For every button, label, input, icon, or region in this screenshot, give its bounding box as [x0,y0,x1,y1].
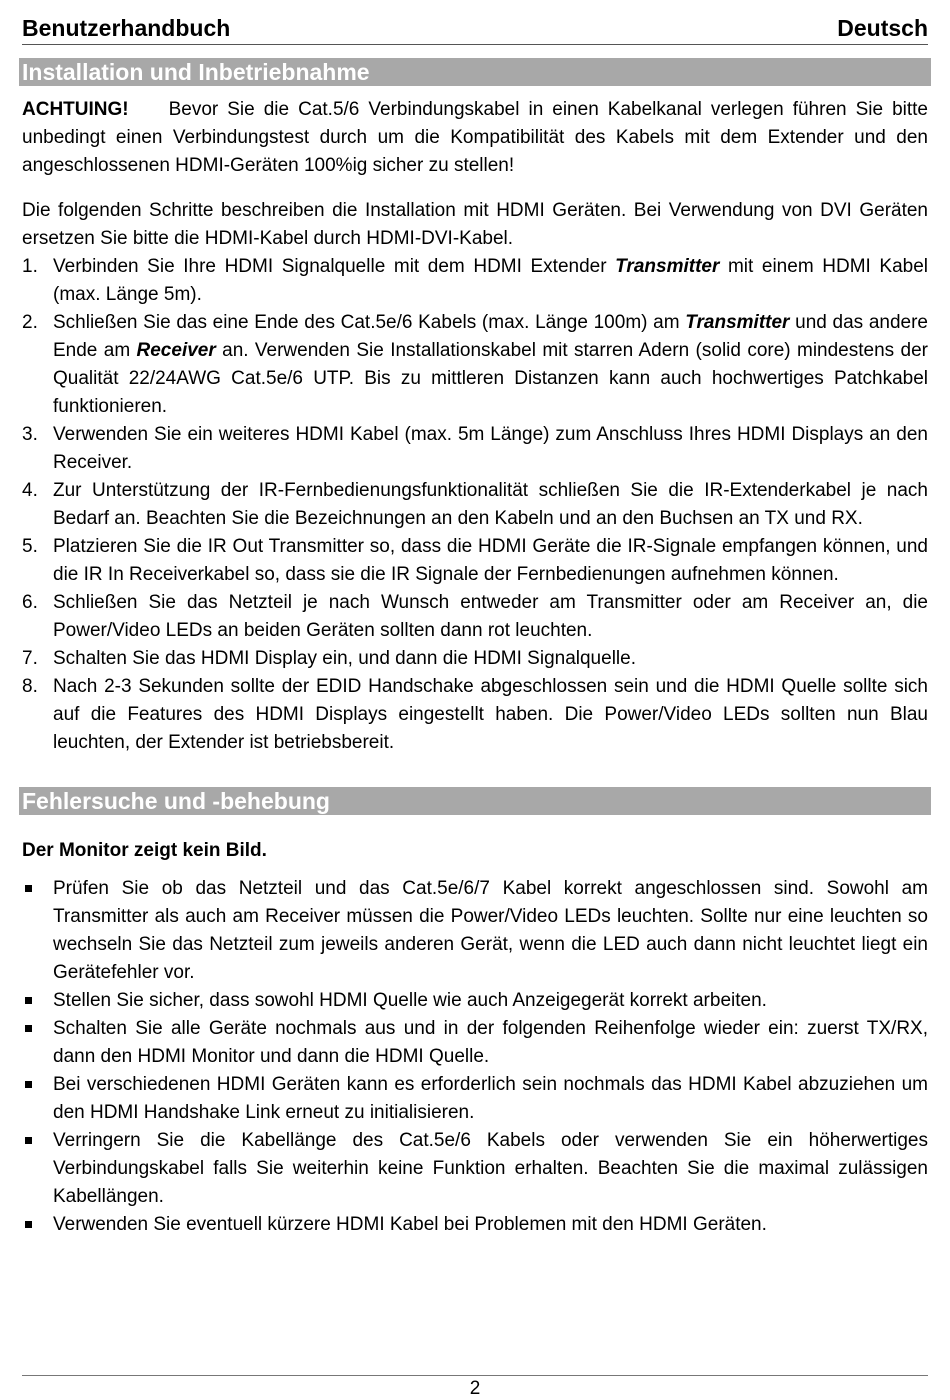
troubleshooting-subhead: Der Monitor zeigt kein Bild. [22,840,267,861]
installation-steps [22,253,928,757]
list-item [22,589,928,645]
step-text: Schließen Sie das Netzteil je nach Wunsch entweder am Transmitter oder am Receiver an, die Power/Video LEDs an beiden Geräten sollten dann rot leuchten. [53,592,928,641]
warning-paragraph [22,96,928,180]
step-text: Schließen Sie das eine Ende des Cat.5e/6 Kabels (max. Länge 100m) am [53,312,686,333]
footer-divider [22,1375,928,1376]
bullet-icon [25,1221,32,1228]
warning-text: Bevor Sie die Cat.5/6 Verbindungskabel in einen Kabelkanal verlegen führen Sie bitte unbedingt einen Verbindungstest durch um die Kompatibilität des Kabels mit dem Extender und den angeschlossenen HDMI-Geräten 100%ig sicher zu stellen! [22,99,928,176]
step-emphasis: Transmitter [685,312,790,333]
step-number: 7. [22,648,38,669]
list-item [22,1211,928,1239]
step-text: Schalten Sie das HDMI Display ein, und dann die HDMI Signalquelle. [53,648,636,669]
list-item [22,987,928,1015]
page-header [22,0,928,45]
list-item [22,533,928,589]
list-item [22,1015,928,1071]
list-item [22,253,928,309]
list-item [22,421,928,477]
item-text: Prüfen Sie ob das Netzteil und das Cat.5e/6/7 Kabel korrekt angeschlossen sind. Sowohl am Transmitter als auch am Receiver müssen die Power/Video LEDs leuchten. Sollte nur eine leuchten so wechseln Sie das Netzteil zum jeweils anderen Gerät, wenn die LED auch dann nicht leuchtet liegt ein Gerätefehler vor. [53,878,928,983]
warning-label: ACHTUING! [22,99,129,120]
section-title-installation: Installation und Inbetriebnahme [19,58,931,86]
step-number: 6. [22,592,38,613]
step-text: Nach 2-3 Sekunden sollte der EDID Handschake abgeschlossen sein und die HDMI Quelle sollte sich auf die Features des HDMI Displays eingestellt haben. Die Power/Video LEDs sollten nun Blau leuchten, der Extender ist betriebsbereit. [53,676,928,753]
step-number: 8. [22,676,38,697]
page-number: 2 [469,1378,481,1399]
step-text: Verbinden Sie Ihre HDMI Signalquelle mit dem HDMI Extender [53,256,616,277]
step-emphasis: Transmitter [615,256,720,277]
list-item [22,645,928,673]
list-item [22,309,928,421]
section-title-troubleshooting: Fehlersuche und -behebung [19,787,931,815]
intro-paragraph: Die folgenden Schritte beschreiben die Installation mit HDMI Geräten. Bei Verwendung von DVI Geräten ersetzen Sie bitte die HDMI-Kabel durch HDMI-DVI-Kabel. [22,200,928,249]
item-text: Bei verschiedenen HDMI Geräten kann es erforderlich sein nochmals das HDMI Kabel abzuziehen um den HDMI Handshake Link erneut zu initialisieren. [53,1074,928,1123]
step-number: 2. [22,312,38,333]
step-text: Verwenden Sie ein weiteres HDMI Kabel (max. 5m Länge) zum Anschluss Ihres HDMI Displays an den Receiver. [53,424,928,473]
item-text: Verringern Sie die Kabellänge des Cat.5e/6 Kabels oder verwenden Sie ein höherwertiges Verbindungskabel falls Sie weiterhin keine Funktion erhalten. Beachten Sie die maximal zulässigen Kabellängen. [53,1130,928,1207]
header-title: Benutzerhandbuch [22,15,231,41]
step-emphasis: Receiver [136,340,216,361]
item-text: Schalten Sie alle Geräte nochmals aus und in der folgenden Reihenfolge wieder ein: zuerst TX/RX, dann den HDMI Monitor und dann die HDMI Quelle. [53,1018,928,1067]
step-number: 4. [22,480,38,501]
bullet-icon [25,885,32,892]
list-item [22,1127,928,1211]
troubleshooting-list [22,875,928,1239]
list-item [22,673,928,757]
bullet-icon [25,1137,32,1144]
list-item [22,1071,928,1127]
step-number: 3. [22,424,38,445]
list-item [22,477,928,533]
step-number: 1. [22,256,38,277]
bullet-icon [25,1081,32,1088]
item-text: Stellen Sie sicher, dass sowohl HDMI Quelle wie auch Anzeigegerät korrekt arbeiten. [53,990,767,1011]
step-text: Zur Unterstützung der IR-Fernbedienungsfunktionalität schließen Sie die IR-Extenderkabel je nach Bedarf an. Beachten Sie die Bezeichnungen an den Kabeln und an den Buchsen an TX und RX. [53,480,928,529]
step-text: mit einem HDMI Kabel (max. Länge 5m). [53,256,928,305]
step-number: 5. [22,536,38,557]
item-text: Verwenden Sie eventuell kürzere HDMI Kabel bei Problemen mit den HDMI Geräten. [53,1214,767,1235]
list-item [22,875,928,987]
bullet-icon [25,1025,32,1032]
manual-page [22,0,928,1239]
step-text: an. Verwenden Sie Installationskabel mit starren Adern (solid core) mindestens der Qualität 22/24AWG Cat.5e/6 UTP. Bis zu mittleren Distanzen kann auch hochwertiges Patchkabel funktionieren. [53,340,928,417]
step-text: und das andere Ende am [53,312,928,361]
bullet-icon [25,997,32,1004]
step-text: Platzieren Sie die IR Out Transmitter so, dass die HDMI Geräte die IR-Signale empfangen können, und die IR In Receiverkabel so, dass sie die IR Signale der Fernbedienungen aufnehmen können. [53,536,928,585]
header-language: Deutsch [837,15,928,41]
